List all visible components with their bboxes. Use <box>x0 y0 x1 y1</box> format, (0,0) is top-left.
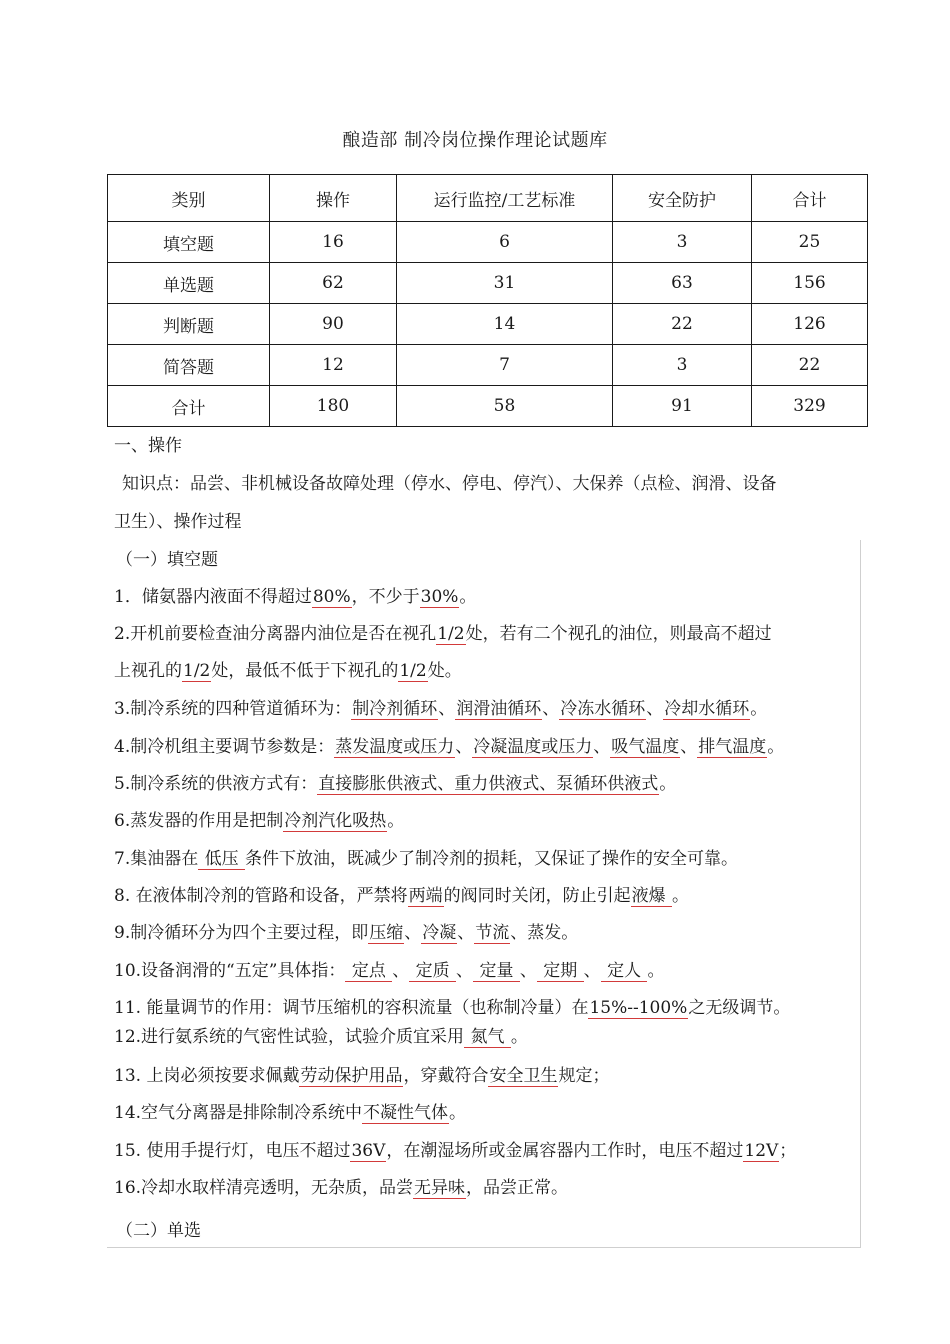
knowledge-points-line2: 卫生）、操作过程 <box>114 512 242 532</box>
table-header-cell: 安全防护 <box>613 175 752 222</box>
question-text: ，品尝正常。 <box>466 1178 569 1198</box>
question-text: ，在潮湿场所或金属容器内工作时，电压不超过 <box>386 1141 744 1161</box>
question-text: 11. 能量调节的作用：调节压缩机的容积流量（也称制冷量）在 <box>114 998 589 1018</box>
question-2-continued <box>114 656 462 681</box>
answer-blank: 两端 <box>408 886 443 906</box>
answer-blank: 节流 <box>475 923 510 943</box>
question-5 <box>114 769 676 794</box>
question-1 <box>114 582 476 607</box>
question-text: 7.集油器在 <box>114 849 199 869</box>
answer-blank: 液爆 <box>631 886 672 906</box>
table-cell: 62 <box>270 263 397 304</box>
table-cell: 90 <box>270 304 397 345</box>
table-cell: 58 <box>397 386 613 427</box>
table-cell: 12 <box>270 345 397 386</box>
answer-blank: 冷凝温度或压力 <box>473 737 593 757</box>
table-cell: 简答题 <box>108 345 270 386</box>
question-text: 15. 使用手提行灯，电压不超过 <box>114 1141 351 1161</box>
knowledge-points-line1: 知识点：品尝、非机械设备故障处理（停水、停电、停汽）、大保养（点检、润滑、设备 <box>122 474 777 494</box>
table-header-cell: 类别 <box>108 175 270 222</box>
question-text: 的阀同时关闭，防止引起 <box>443 886 631 906</box>
question-text: 。 <box>659 774 677 794</box>
question-text: 14.空气分离器是排除制冷系统中 <box>114 1103 363 1123</box>
answer-blank: 1/2 <box>399 661 427 681</box>
table-cell: 3 <box>613 222 752 263</box>
answer-blank: 定人 <box>601 961 647 981</box>
table-header-row <box>108 175 868 222</box>
question-text: 3.制冷系统的四种管道循环为： <box>114 699 352 719</box>
table-cell: 63 <box>613 263 752 304</box>
table-cell: 180 <box>270 386 397 427</box>
question-text: 。 <box>449 1103 467 1123</box>
question-15 <box>114 1136 796 1161</box>
answer-blank: 30% <box>420 587 459 607</box>
question-count-table <box>107 174 868 427</box>
question-text: 处。 <box>427 661 462 681</box>
question-text: 1．储氨器内液面不得超过 <box>114 587 312 607</box>
question-text: 。 <box>510 1027 528 1047</box>
table-row <box>108 222 868 263</box>
table-cell: 126 <box>752 304 868 345</box>
question-text: 13. 上岗必须按要求佩戴 <box>114 1066 300 1086</box>
table-header-cell: 合计 <box>752 175 868 222</box>
question-text: 、 <box>457 923 475 943</box>
answer-blank: 定质 <box>410 961 456 981</box>
table-cell: 填空题 <box>108 222 270 263</box>
question-6 <box>114 806 404 831</box>
page-frame-right-edge <box>860 540 861 1248</box>
question-text: 、 <box>404 923 422 943</box>
answer-blank: 冷却水循环 <box>664 699 750 719</box>
table-row <box>108 304 868 345</box>
question-text: 、 <box>519 961 537 981</box>
answer-blank: 定期 <box>537 961 583 981</box>
question-7 <box>114 844 738 869</box>
section-heading-operation: 一、操作 <box>114 436 182 456</box>
table-cell: 91 <box>613 386 752 427</box>
table-row <box>108 345 868 386</box>
table-cell: 单选题 <box>108 263 270 304</box>
table-cell: 156 <box>752 263 868 304</box>
table-header-cell: 操作 <box>270 175 397 222</box>
question-11 <box>114 993 790 1018</box>
question-text: 、 <box>456 961 474 981</box>
table-cell: 合计 <box>108 386 270 427</box>
question-2 <box>114 619 772 644</box>
question-text: 10.设备润滑的“五定”具体指： <box>114 961 346 981</box>
answer-blank: 冷剂汽化吸热 <box>284 811 387 831</box>
table-cell: 14 <box>397 304 613 345</box>
page-frame-bottom-edge <box>107 1247 861 1248</box>
table-cell: 25 <box>752 222 868 263</box>
answer-blank: 无异味 <box>414 1178 466 1198</box>
subsection-heading-fill-blank: （一）填空题 <box>116 550 218 570</box>
answer-blank: 1/2 <box>183 661 211 681</box>
table-header-cell: 运行监控/工艺标准 <box>397 175 613 222</box>
table-cell: 6 <box>397 222 613 263</box>
question-text: 。 <box>750 699 768 719</box>
question-text: 、 <box>593 737 611 757</box>
answer-blank: 直接膨胀供液式、重力供液式、泵循环供液式 <box>318 774 659 794</box>
table-cell: 22 <box>752 345 868 386</box>
answer-blank: 低压 <box>199 849 245 869</box>
answer-blank: 80% <box>312 587 351 607</box>
question-text: 条件下放油，既减少了制冷剂的损耗，又保证了操作的安全可靠。 <box>245 849 739 869</box>
question-13 <box>114 1061 609 1086</box>
answer-blank: 制冷剂循环 <box>352 699 438 719</box>
answer-blank: 定点 <box>346 961 392 981</box>
table-row <box>108 263 868 304</box>
question-text: 之无级调节。 <box>688 998 791 1018</box>
question-text: 8. 在液体制冷剂的管路和设备，严禁将 <box>114 886 408 906</box>
question-text: 5.制冷系统的供液方式有： <box>114 774 318 794</box>
question-8 <box>114 881 689 906</box>
question-text: 、 <box>438 699 456 719</box>
question-text: 、 <box>392 961 410 981</box>
question-text: 上视孔的 <box>114 661 182 681</box>
answer-blank: 冷凝 <box>422 923 457 943</box>
question-text: 12.进行氨系统的气密性试验，试验介质宜采用 <box>114 1027 465 1047</box>
table-cell: 22 <box>613 304 752 345</box>
question-text: 。 <box>767 737 785 757</box>
question-text: 处，最低不低于下视孔的 <box>211 661 399 681</box>
question-14 <box>114 1098 466 1123</box>
question-text: 。 <box>387 811 405 831</box>
answer-blank: 冷冻水循环 <box>560 699 646 719</box>
question-text: 规定； <box>558 1066 610 1086</box>
question-text: 。 <box>672 886 690 906</box>
answer-blank: 12V <box>744 1141 779 1161</box>
question-text: 、 <box>646 699 664 719</box>
question-text: 。 <box>647 961 665 981</box>
subsection-heading-single-choice: （二）单选 <box>116 1221 201 1241</box>
table-cell: 判断题 <box>108 304 270 345</box>
question-text: 、 <box>583 961 601 981</box>
answer-blank: 吸气温度 <box>611 737 680 757</box>
question-text: 。 <box>459 587 477 607</box>
question-text: 4.制冷机组主要调节参数是： <box>114 737 335 757</box>
question-text: 、 <box>542 699 560 719</box>
table-cell: 7 <box>397 345 613 386</box>
answer-blank: 15%--100% <box>589 998 688 1018</box>
table-cell: 329 <box>752 386 868 427</box>
question-4 <box>114 732 784 757</box>
answer-blank: 排气温度 <box>698 737 767 757</box>
question-text: 、蒸发。 <box>510 923 579 943</box>
question-3 <box>114 694 767 719</box>
answer-blank: 定量 <box>474 961 519 981</box>
answer-blank: 氮气 <box>465 1027 510 1047</box>
table-cell: 31 <box>397 263 613 304</box>
question-text: 处，若有二个视孔的油位，则最高不超过 <box>465 624 772 644</box>
question-text: 16.冷却水取样清亮透明，无杂质，品尝 <box>114 1178 414 1198</box>
table-total-row <box>108 386 868 427</box>
question-9 <box>114 918 578 943</box>
question-text: ，不少于 <box>351 587 420 607</box>
answer-blank: 安全卫生 <box>489 1066 558 1086</box>
question-text: 、 <box>455 737 473 757</box>
answer-blank: 36V <box>351 1141 386 1161</box>
question-text: 6.蒸发器的作用是把制 <box>114 811 284 831</box>
question-10 <box>114 956 664 981</box>
answer-blank: 1/2 <box>437 624 465 644</box>
question-text: 2.开机前要检查油分离器内油位是否在视孔 <box>114 624 437 644</box>
question-text: 、 <box>680 737 698 757</box>
question-12 <box>114 1022 528 1047</box>
question-text: ，穿戴符合 <box>403 1066 489 1086</box>
question-text: 9.制冷循环分为四个主要过程，即 <box>114 923 369 943</box>
answer-blank: 压缩 <box>369 923 404 943</box>
answer-blank: 润滑油循环 <box>456 699 542 719</box>
answer-blank: 蒸发温度或压力 <box>335 737 455 757</box>
table-cell: 16 <box>270 222 397 263</box>
table-cell: 3 <box>613 345 752 386</box>
question-text: ； <box>779 1141 797 1161</box>
document-title: 酿造部 制冷岗位操作理论试题库 <box>342 130 608 151</box>
answer-blank: 不凝性气体 <box>363 1103 449 1123</box>
answer-blank: 劳动保护用品 <box>300 1066 403 1086</box>
question-16 <box>114 1173 568 1198</box>
